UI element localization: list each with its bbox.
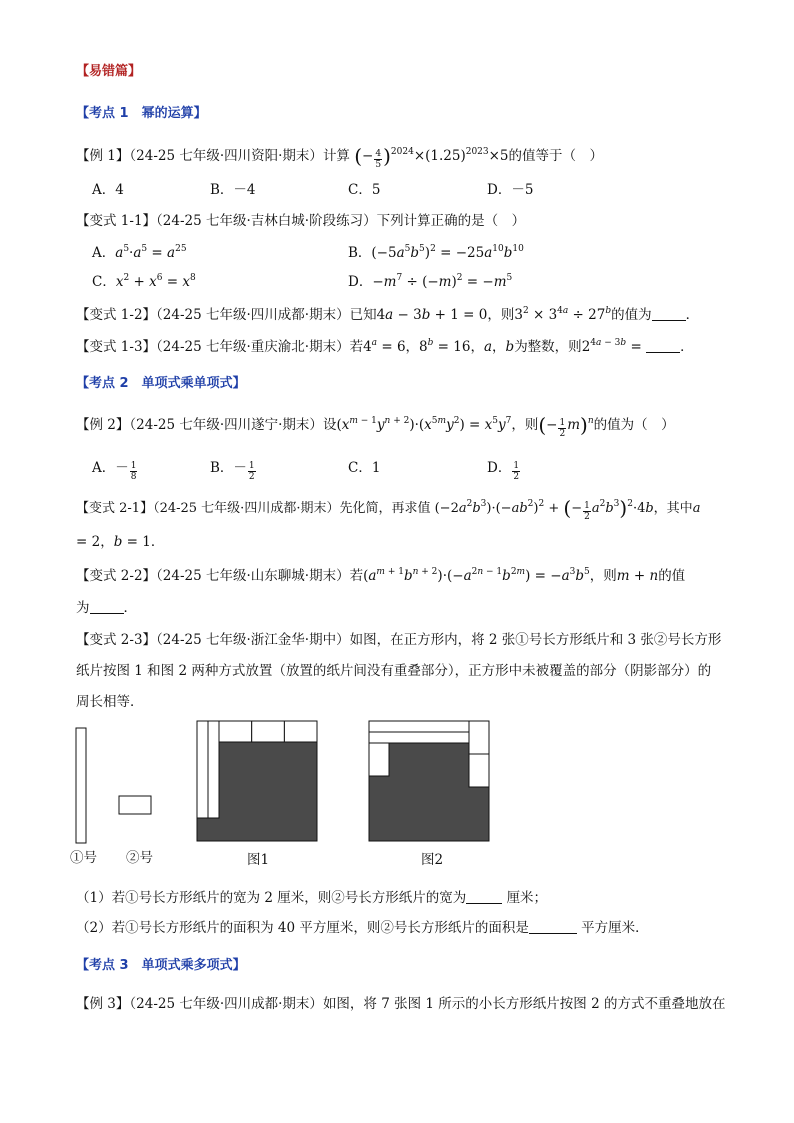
- option-d[interactable]: D．$-m^7 \div (-m)^2 = -m^5$: [348, 273, 513, 290]
- answer-blank[interactable]: [466, 889, 502, 904]
- option-b[interactable]: B．－4: [210, 182, 256, 198]
- piece-2-rect: [119, 796, 151, 814]
- example-label: 【变式 1-1】: [76, 213, 157, 229]
- source: （24-25 七年级·四川资阳·期末）: [129, 148, 323, 164]
- variant-1-2: 【变式 1-2】（24-25 七年级·四川成都·期末）已知4a − 3b + 1 = 0，则$3^2 \times 3^{4a} \div 27^b$的值为 ．: [76, 306, 700, 323]
- section-title-1: 【考点 1 幂的运算】: [76, 106, 207, 121]
- example-label: 【变式 1-2】: [76, 307, 157, 323]
- example-label: 【变式 2-3】: [76, 632, 157, 648]
- example-label: 【例 1】: [76, 148, 130, 164]
- source: （24-25 七年级·四川成都·期末）: [153, 501, 340, 516]
- section-title-3: 【考点 3 单项式乘多项式】: [76, 958, 246, 973]
- example-3: 【例 3】（24-25 七年级·四川成都·期末）如图，将 7 张图 1 所示的小长方形纸片按图 2 的方式不重叠地放在: [76, 996, 726, 1012]
- fig2-tile-right-1: [469, 721, 489, 754]
- example-label: 【变式 2-1】: [76, 501, 154, 516]
- answer-blank[interactable]: [90, 599, 124, 614]
- option-c[interactable]: C．1: [348, 460, 381, 476]
- option-a[interactable]: A．4: [92, 182, 124, 198]
- variant-1-3: 【变式 1-3】（24-25 七年级·重庆渝北·期末）若$4^a = 6$，$8^b = 16$，a，b为整数，则$2^{4a - 3b}$ = ．: [76, 338, 694, 355]
- page-heading: 【易错篇】: [76, 64, 142, 79]
- source: （24-25 七年级·浙江金华·期中）: [156, 632, 350, 648]
- piece-2-label: ②号: [126, 850, 153, 866]
- option-d[interactable]: D．－5: [487, 182, 534, 198]
- source: （24-25 七年级·四川遂宁·期末）: [129, 417, 323, 433]
- example-label: 【变式 2-2】: [76, 568, 157, 584]
- variant-2-3-line2: 纸片按图 1 和图 2 两种方式放置（放置的纸片间没有重叠部分），正方形中未被覆盖的部分（阴影部分）的: [76, 663, 712, 679]
- fig1-shaded-corner: [197, 818, 219, 841]
- example-label: 【变式 1-3】: [76, 339, 157, 355]
- source: （24-25 七年级·四川成都·期末）: [129, 996, 323, 1012]
- variant-1-1: 【变式 1-1】（24-25 七年级·吉林白城·阶段练习）下列计算正确的是（ ）: [76, 213, 526, 229]
- question-2: （2）若①号长方形纸片的面积为 40 平方厘米，则②号长方形纸片的面积是 平方厘米．: [76, 920, 649, 936]
- figure-2: [368, 720, 492, 844]
- fig2-strip-2: [369, 732, 469, 743]
- figure-1: [196, 720, 320, 844]
- source: （24-25 七年级·重庆渝北·期末）: [156, 339, 350, 355]
- option-d[interactable]: D． $\frac{1}{2}$: [487, 460, 520, 482]
- option-c[interactable]: C．5: [348, 182, 381, 198]
- option-b[interactable]: B．－ $\frac{1}{2}$: [210, 460, 255, 482]
- source: （24-25 七年级·山东聊城·期末）: [156, 568, 350, 584]
- variant-2-2-cont: 为 ．: [76, 600, 137, 616]
- answer-blank[interactable]: [652, 306, 686, 321]
- variant-2-1: 【变式 2-1】（24-25 七年级·四川成都·期末）先化简，再求值 $(-2a^2b^3)\cdot(-ab^2)^2$ + (− $\frac{1}{2}$ $a^2b^3)^2\cdot 4b$，其中a: [76, 496, 701, 522]
- example-label: 【例 2】: [76, 417, 130, 433]
- piece-1-rect: [76, 728, 86, 843]
- piece-1-label: ①号: [70, 850, 97, 866]
- math-expression: (− $\frac{4}{5}$ )$^{2024}\times(1.25)^{2023}\times 5$: [354, 144, 509, 170]
- fig1-tile-3: [284, 721, 317, 742]
- option-a[interactable]: A．－ $\frac{1}{8}$: [92, 460, 137, 482]
- option-b[interactable]: B．$(-5a^5b^5)^2 = -25a^{10}b^{10}$: [348, 244, 524, 261]
- example-2: 【例 2】（24-25 七年级·四川遂宁·期末）设$(x^{m - 1}y^{n + 2})\cdot(x^{5m}y^2) = x^5y^7$，则(− $\frac{1}{2}$ m)$^n$的值为（ ）: [76, 413, 675, 439]
- variant-2-3: 【变式 2-3】（24-25 七年级·浙江金华·期中）如图，在正方形内，将 2 张①号长方形纸片和 3 张②号长方形: [76, 632, 722, 648]
- fig2-tile-left: [369, 743, 389, 776]
- source: （24-25 七年级·吉林白城·阶段练习）: [156, 213, 377, 229]
- source: （24-25 七年级·四川成都·期末）: [156, 307, 350, 323]
- section-title-2: 【考点 2 单项式乘单项式】: [76, 376, 246, 391]
- fig1-tile-2: [252, 721, 285, 742]
- fig1-strip-2: [208, 721, 219, 818]
- example-label: 【例 3】: [76, 996, 130, 1012]
- fig1-tile-1: [219, 721, 252, 742]
- figure-pieces: [70, 720, 160, 850]
- answer-blank[interactable]: [646, 338, 680, 353]
- fig2-tile-right-2: [469, 754, 489, 787]
- option-a[interactable]: A．$a^5\cdot a^5 = a^{25}$: [92, 244, 187, 261]
- variant-2-3-line3: 周长相等．: [76, 694, 144, 710]
- figure-1-caption: 图1: [247, 852, 270, 868]
- variant-2-1-cont: = 2，b = 1．: [76, 534, 165, 550]
- example-1: 【例 1】（24-25 七年级·四川资阳·期末）计算 (− $\frac{4}{5}$ )$^{2024}\times(1.25)^{2023}\times 5$的值等于（ ）: [76, 144, 604, 170]
- answer-blank[interactable]: [529, 919, 577, 934]
- figure-2-caption: 图2: [421, 852, 444, 868]
- fig1-strip-1: [197, 721, 208, 818]
- question-1: （1）若①号长方形纸片的宽为 2 厘米，则②号长方形纸片的宽为 厘米；: [76, 890, 548, 906]
- option-c[interactable]: C．$x^2 + x^6 = x^8$: [92, 273, 196, 290]
- variant-2-2: 【变式 2-2】（24-25 七年级·山东聊城·期末）若$(a^{m + 1}b^{n + 2})\cdot(-a^{2n - 1}b^{2m}) = -a^3b^5$，则m + n的值: [76, 567, 686, 584]
- fig2-strip-1: [369, 721, 469, 732]
